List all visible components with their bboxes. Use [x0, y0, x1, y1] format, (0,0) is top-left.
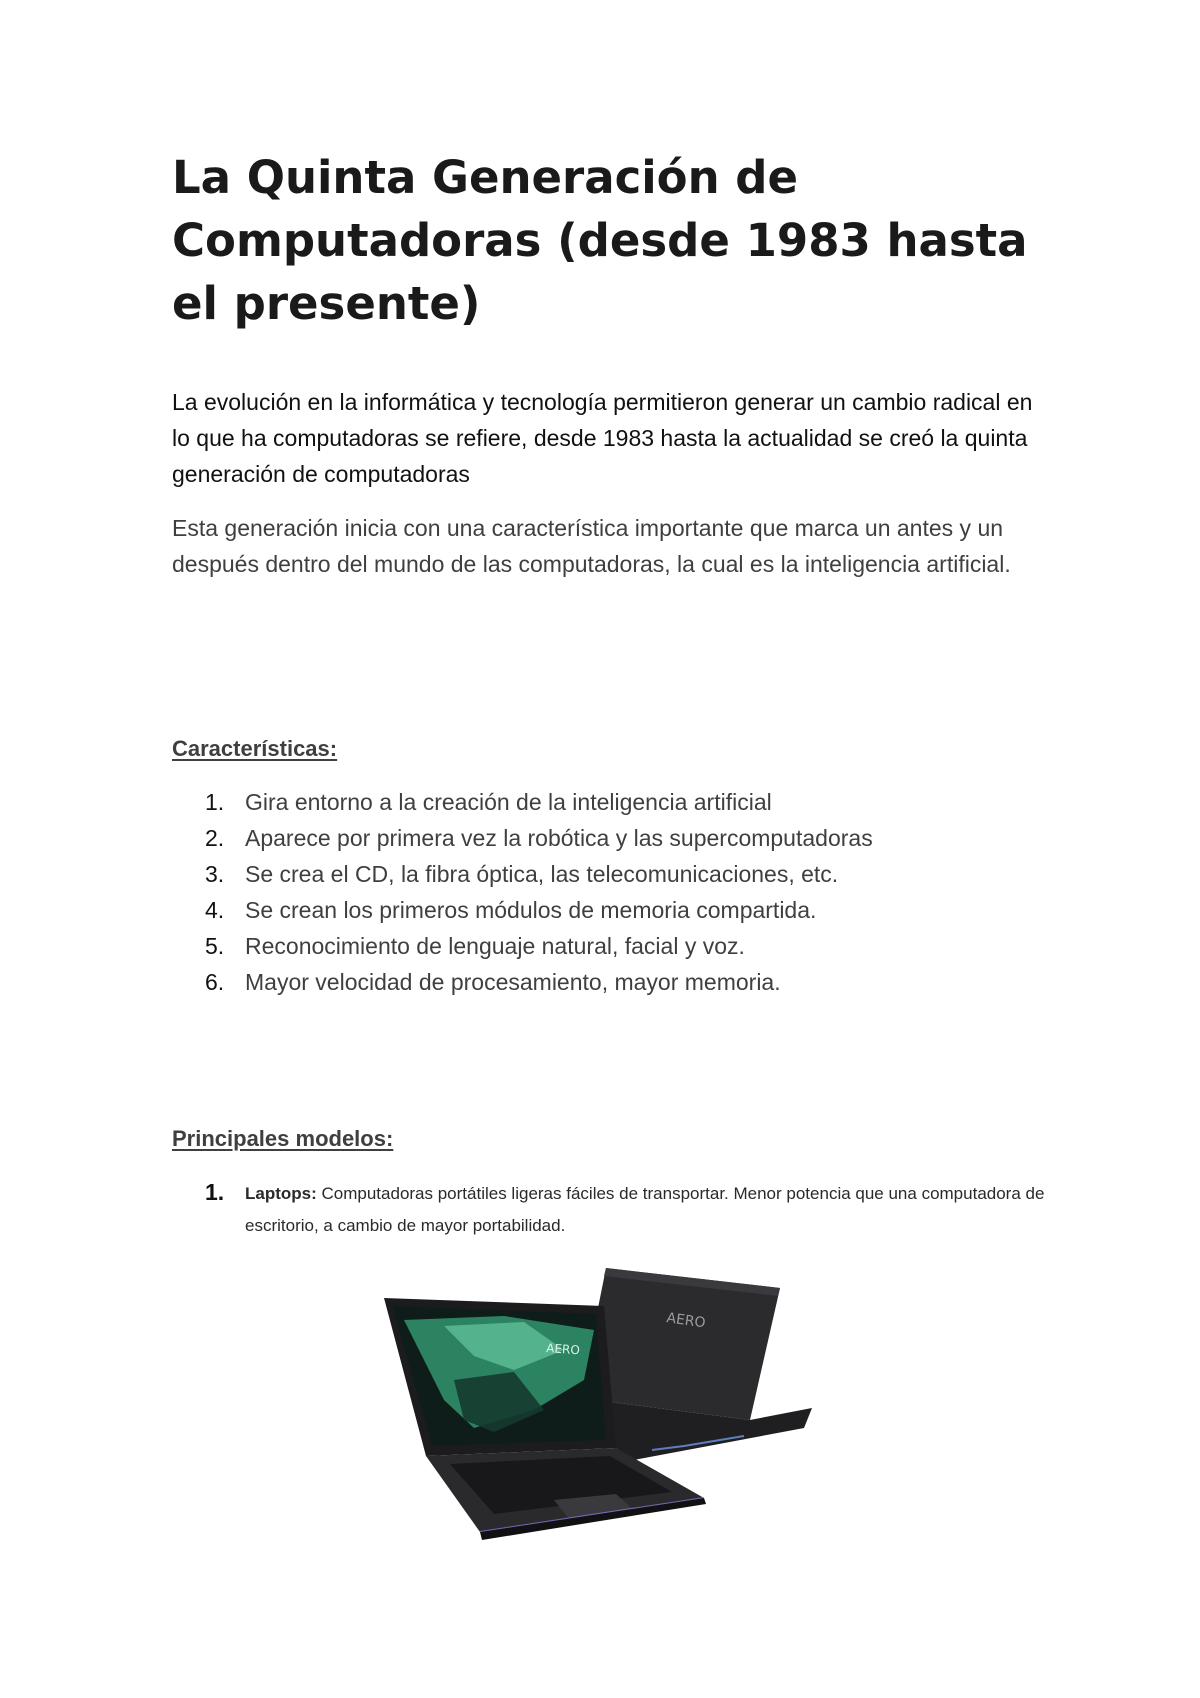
- models-heading: Principales modelos:: [172, 1126, 394, 1151]
- list-item: [172, 856, 1052, 892]
- list-number: 6.: [205, 969, 225, 995]
- characteristics-list: [172, 784, 1052, 1000]
- list-number: 4.: [205, 897, 225, 923]
- characteristics-heading: Características:: [172, 736, 338, 761]
- intro-paragraph: La evolución en la informática y tecnología permitieron generar un cambio radical en lo que ha computadoras se refiere, desde 1983 hasta la actualidad se creó la quinta generación de computadoras: [172, 389, 1033, 487]
- list-number: 2.: [205, 825, 225, 851]
- screen-logo: AERO: [545, 1341, 581, 1358]
- list-item: [172, 1178, 1052, 1242]
- list-item: [172, 820, 1052, 856]
- model-description: Computadoras portátiles ligeras fáciles de transportar. Menor potencia que una computadora de escritorio, a cambio de mayor portabilidad.: [245, 1184, 1045, 1235]
- list-item-text: Reconocimiento de lenguaje natural, facial y voz.: [245, 933, 745, 959]
- list-item: [172, 928, 1052, 964]
- list-item-text: Mayor velocidad de procesamiento, mayor memoria.: [245, 969, 781, 995]
- page-title: La Quinta Generación de Computadoras (desde 1983 hasta el presente): [172, 151, 1028, 330]
- models-list: [172, 1178, 1052, 1242]
- list-item: [172, 784, 1052, 820]
- list-item: [172, 892, 1052, 928]
- list-item-text: Se crean los primeros módulos de memoria compartida.: [245, 897, 817, 923]
- ai-paragraph: Esta generación inicia con una característica importante que marca un antes y un después dentro del mundo de las computadoras, la cual es la inteligencia artificial.: [172, 515, 1011, 577]
- list-item: [172, 964, 1052, 1000]
- list-number: 1.: [205, 1179, 225, 1205]
- list-item-text: Gira entorno a la creación de la inteligencia artificial: [245, 789, 772, 815]
- list-number: 1.: [205, 789, 225, 815]
- rear-laptop-logo: AERO: [665, 1310, 707, 1332]
- laptop-image: [384, 1260, 824, 1560]
- list-number: 5.: [205, 933, 225, 959]
- model-term: Laptops:: [245, 1184, 317, 1203]
- list-item-text: Aparece por primera vez la robótica y las supercomputadoras: [245, 825, 873, 851]
- list-item-text: Se crea el CD, la fibra óptica, las telecomunicaciones, etc.: [245, 861, 839, 887]
- list-number: 3.: [205, 861, 225, 887]
